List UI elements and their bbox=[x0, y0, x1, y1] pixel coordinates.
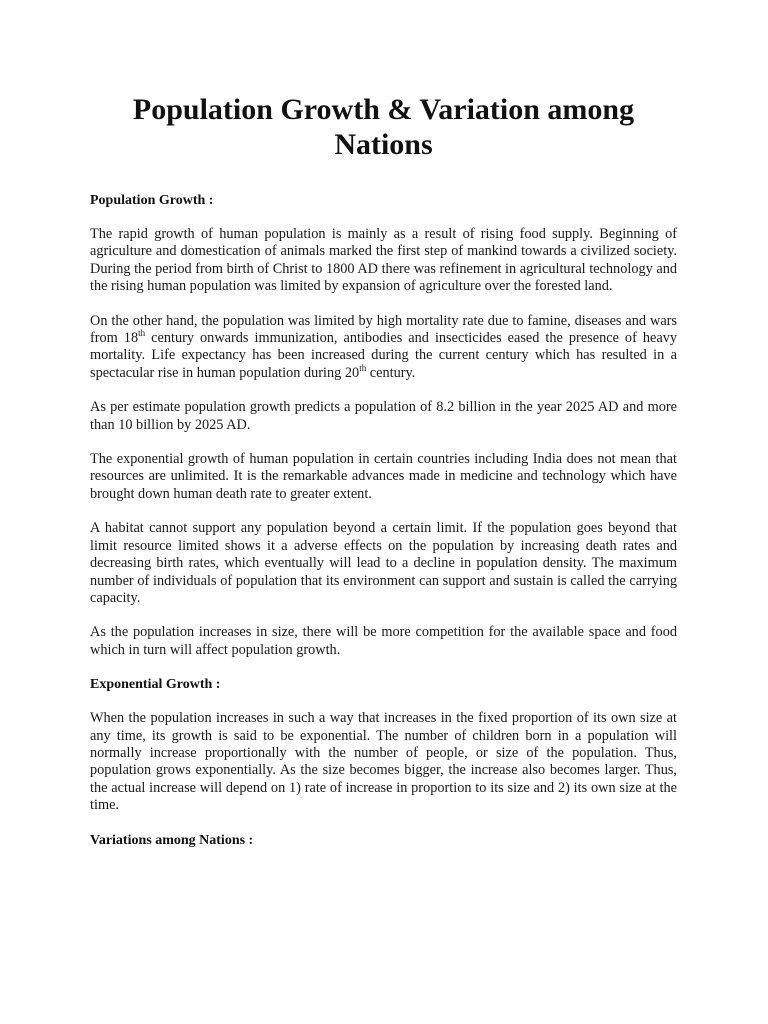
paragraph-text: century onwards immunization, antibodies and insecticides eased the presence of heavy mortality. Life expectancy has been increased during the current century which has resulted in a spectacular rise in human population during 20 bbox=[90, 330, 677, 381]
paragraph: A habitat cannot support any population beyond a certain limit. If the population goes beyond that limit resource limited shows it a adverse effects on the population by increasing death rates and decreasing birth rates, which eventually will lead to a decline in population density. The maximum number of individuals of population that its environment can support and sustain is called the carrying capacity. bbox=[90, 520, 677, 606]
document-title: Population Growth & Variation among Nations bbox=[132, 93, 635, 161]
paragraph: As the population increases in size, there will be more competition for the available space and food which in turn will affect population growth. bbox=[90, 624, 677, 658]
paragraph: The rapid growth of human population is mainly as a result of rising food supply. Beginning of agriculture and domestication of animals marked the first step of mankind towards a civilized society. During the period from birth of Christ to 1800 AD there was refinement in agricultural technology and the rising human population was limited by expansion of agriculture over the forested land. bbox=[90, 226, 677, 295]
superscript: th bbox=[138, 328, 146, 339]
paragraph bbox=[90, 313, 677, 383]
document-page bbox=[90, 92, 677, 866]
paragraph-text: century. bbox=[366, 364, 416, 381]
paragraph: When the population increases in such a way that increases in the fixed proportion of its own size at any time, its growth is said to be exponential. The number of children born in a population will normally increase proportionally with the number of people, or size of the population. Thus, population grows exponentially. As the size becomes bigger, the increase also becomes larger. Thus, the actual increase will depend on 1) rate of increase in proportion to its size and 2) its own size at the time. bbox=[90, 710, 677, 814]
section-heading-exponential-growth: Exponential Growth : bbox=[90, 677, 221, 693]
section-heading-population-growth: Population Growth : bbox=[90, 193, 214, 208]
paragraph-text: On the other hand, the population was limited by high mortality rate due to famine, diseases and wars from 18 bbox=[90, 312, 677, 347]
paragraph: As per estimate population growth predicts a population of 8.2 billion in the year 2025 AD and more than 10 billion by 2025 AD. bbox=[90, 399, 677, 433]
paragraph: The exponential growth of human population in certain countries including India does not mean that resources are unlimited. It is the remarkable advances made in medicine and technology which have brought down human death rate to greater extent. bbox=[90, 451, 677, 502]
section-heading-variations-among-nations: Variations among Nations : bbox=[90, 832, 254, 848]
superscript: th bbox=[359, 363, 367, 374]
